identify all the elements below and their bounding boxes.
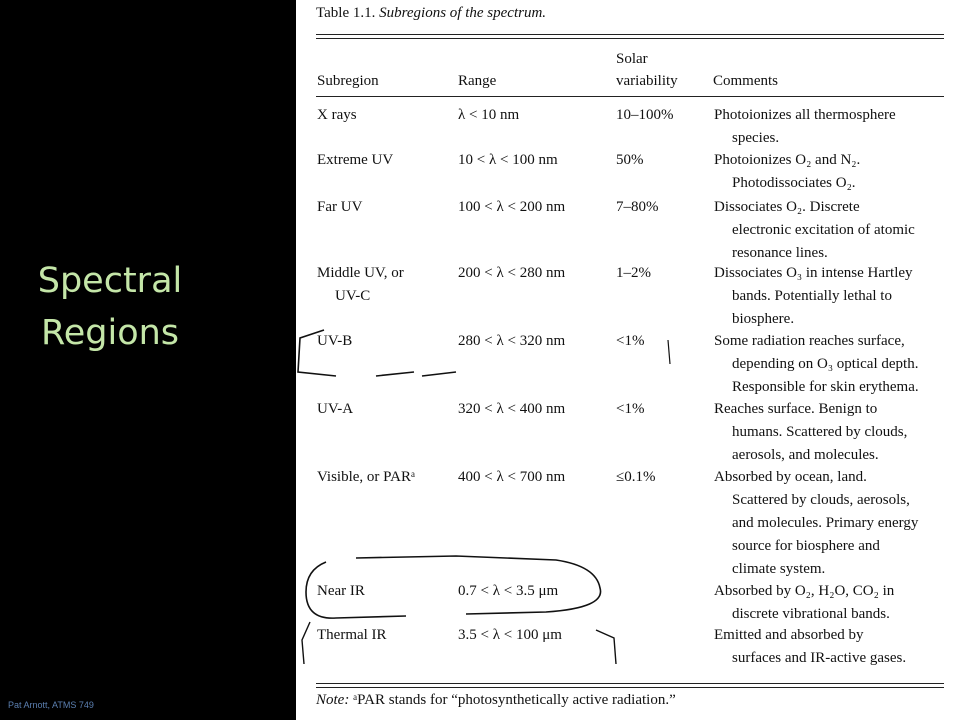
cell-range: 320 < λ < 400 nm [458, 401, 566, 417]
footnote-text: ᵃPAR stands for “photosynthetically active radiation.” [353, 692, 676, 708]
subregion-line: Thermal IR [317, 627, 387, 643]
subregion-line: UV-A [317, 401, 354, 417]
cell-subregion [317, 466, 457, 489]
comment-line: humans. Scattered by clouds, [732, 424, 908, 440]
comment-line: Absorbed by O₂, H₂O, CO₂ in [714, 583, 895, 599]
caption-label: Table 1.1. [316, 5, 376, 21]
subregion-line: UV-C [335, 288, 371, 304]
comment-line: Dissociates O₂. Discrete [714, 199, 860, 215]
cell-range: 200 < λ < 280 nm [458, 265, 566, 281]
cell-range: 10 < λ < 100 nm [458, 152, 558, 168]
header-range: Range [458, 73, 497, 89]
subregion-line: Visible, or PARᵃ [317, 469, 416, 485]
footer-credit: Pat Arnott, ATMS 749 [8, 700, 94, 710]
cell-subregion [317, 624, 457, 647]
cell-comments [714, 624, 959, 670]
cell-subregion [317, 330, 457, 353]
cell-comments [714, 196, 959, 265]
cell-solar-variability: <1% [616, 401, 645, 417]
comment-line: surfaces and IR-active gases. [732, 650, 907, 666]
footnote-label: Note: [316, 692, 350, 708]
subregion-line: Middle UV, or [317, 265, 404, 281]
cell-subregion [317, 196, 457, 219]
comment-line: Emitted and absorbed by [714, 627, 864, 643]
header-comments: Comments [713, 73, 779, 89]
cell-subregion [317, 104, 457, 127]
comment-line: species. [732, 130, 780, 146]
cell-range: 0.7 < λ < 3.5 μm [458, 583, 559, 599]
cell-comments [714, 580, 959, 626]
slide-title [0, 255, 220, 359]
cell-subregion [317, 149, 457, 172]
cell-comments [714, 398, 959, 467]
comment-line: Photoionizes O₂ and N₂. [714, 152, 861, 168]
cell-subregion [317, 262, 457, 308]
comment-line: bands. Potentially lethal to [732, 288, 892, 304]
subregion-line: UV-B [317, 333, 353, 349]
slide-title-line2: Regions [40, 313, 180, 353]
comment-line: Some radiation reaches surface, [714, 333, 905, 349]
subregion-line: Extreme UV [317, 152, 394, 168]
cell-solar-variability: 10–100% [616, 107, 674, 123]
comment-line: resonance lines. [732, 245, 828, 261]
cell-solar-variability: ≤0.1% [616, 469, 656, 485]
caption-title: Subregions of the spectrum. [379, 5, 547, 21]
cell-comments [714, 262, 959, 331]
scanned-table-image [296, 0, 960, 720]
left-pane [0, 0, 296, 720]
cell-range: λ < 10 nm [458, 107, 520, 123]
subregion-line: X rays [317, 107, 357, 123]
header-solar-line1: Solar [616, 51, 648, 67]
comment-line: discrete vibrational bands. [732, 606, 890, 622]
comment-line: Reaches surface. Benign to [714, 401, 878, 417]
cell-solar-variability: 7–80% [616, 199, 659, 215]
slide-title-line1: Spectral [37, 261, 183, 301]
cell-solar-variability: <1% [616, 333, 645, 349]
comment-line: aerosols, and molecules. [732, 447, 879, 463]
cell-comments [714, 466, 959, 581]
comment-line: Dissociates O₃ in intense Hartley [714, 265, 913, 281]
cell-comments [714, 149, 959, 195]
subregion-line: Near IR [317, 583, 365, 599]
comment-line: and molecules. Primary energy [732, 515, 919, 531]
subregion-line: Far UV [317, 199, 363, 215]
header-subregion: Subregion [317, 73, 379, 89]
cell-comments [714, 104, 959, 150]
cell-solar-variability: 50% [616, 152, 644, 168]
cell-subregion [317, 398, 457, 421]
comment-line: Photoionizes all thermosphere [714, 107, 896, 123]
comment-line: Scattered by clouds, aerosols, [732, 492, 910, 508]
comment-line: Photodissociates O₂. [732, 175, 856, 191]
comment-line: Absorbed by ocean, land. [714, 469, 867, 485]
header-solar-line2: variability [616, 73, 678, 89]
comment-line: electronic excitation of atomic [732, 222, 915, 238]
cell-range: 100 < λ < 200 nm [458, 199, 566, 215]
cell-range: 3.5 < λ < 100 μm [458, 627, 562, 643]
comment-line: biosphere. [732, 311, 795, 327]
cell-range: 400 < λ < 700 nm [458, 469, 566, 485]
cell-range: 280 < λ < 320 nm [458, 333, 566, 349]
comment-line: depending on O₃ optical depth. [732, 356, 919, 372]
comment-line: source for biosphere and [732, 538, 880, 554]
cell-comments [714, 330, 959, 399]
comment-line: Responsible for skin erythema. [732, 379, 919, 395]
cell-subregion [317, 580, 457, 603]
cell-solar-variability: 1–2% [616, 265, 651, 281]
comment-line: climate system. [732, 561, 826, 577]
